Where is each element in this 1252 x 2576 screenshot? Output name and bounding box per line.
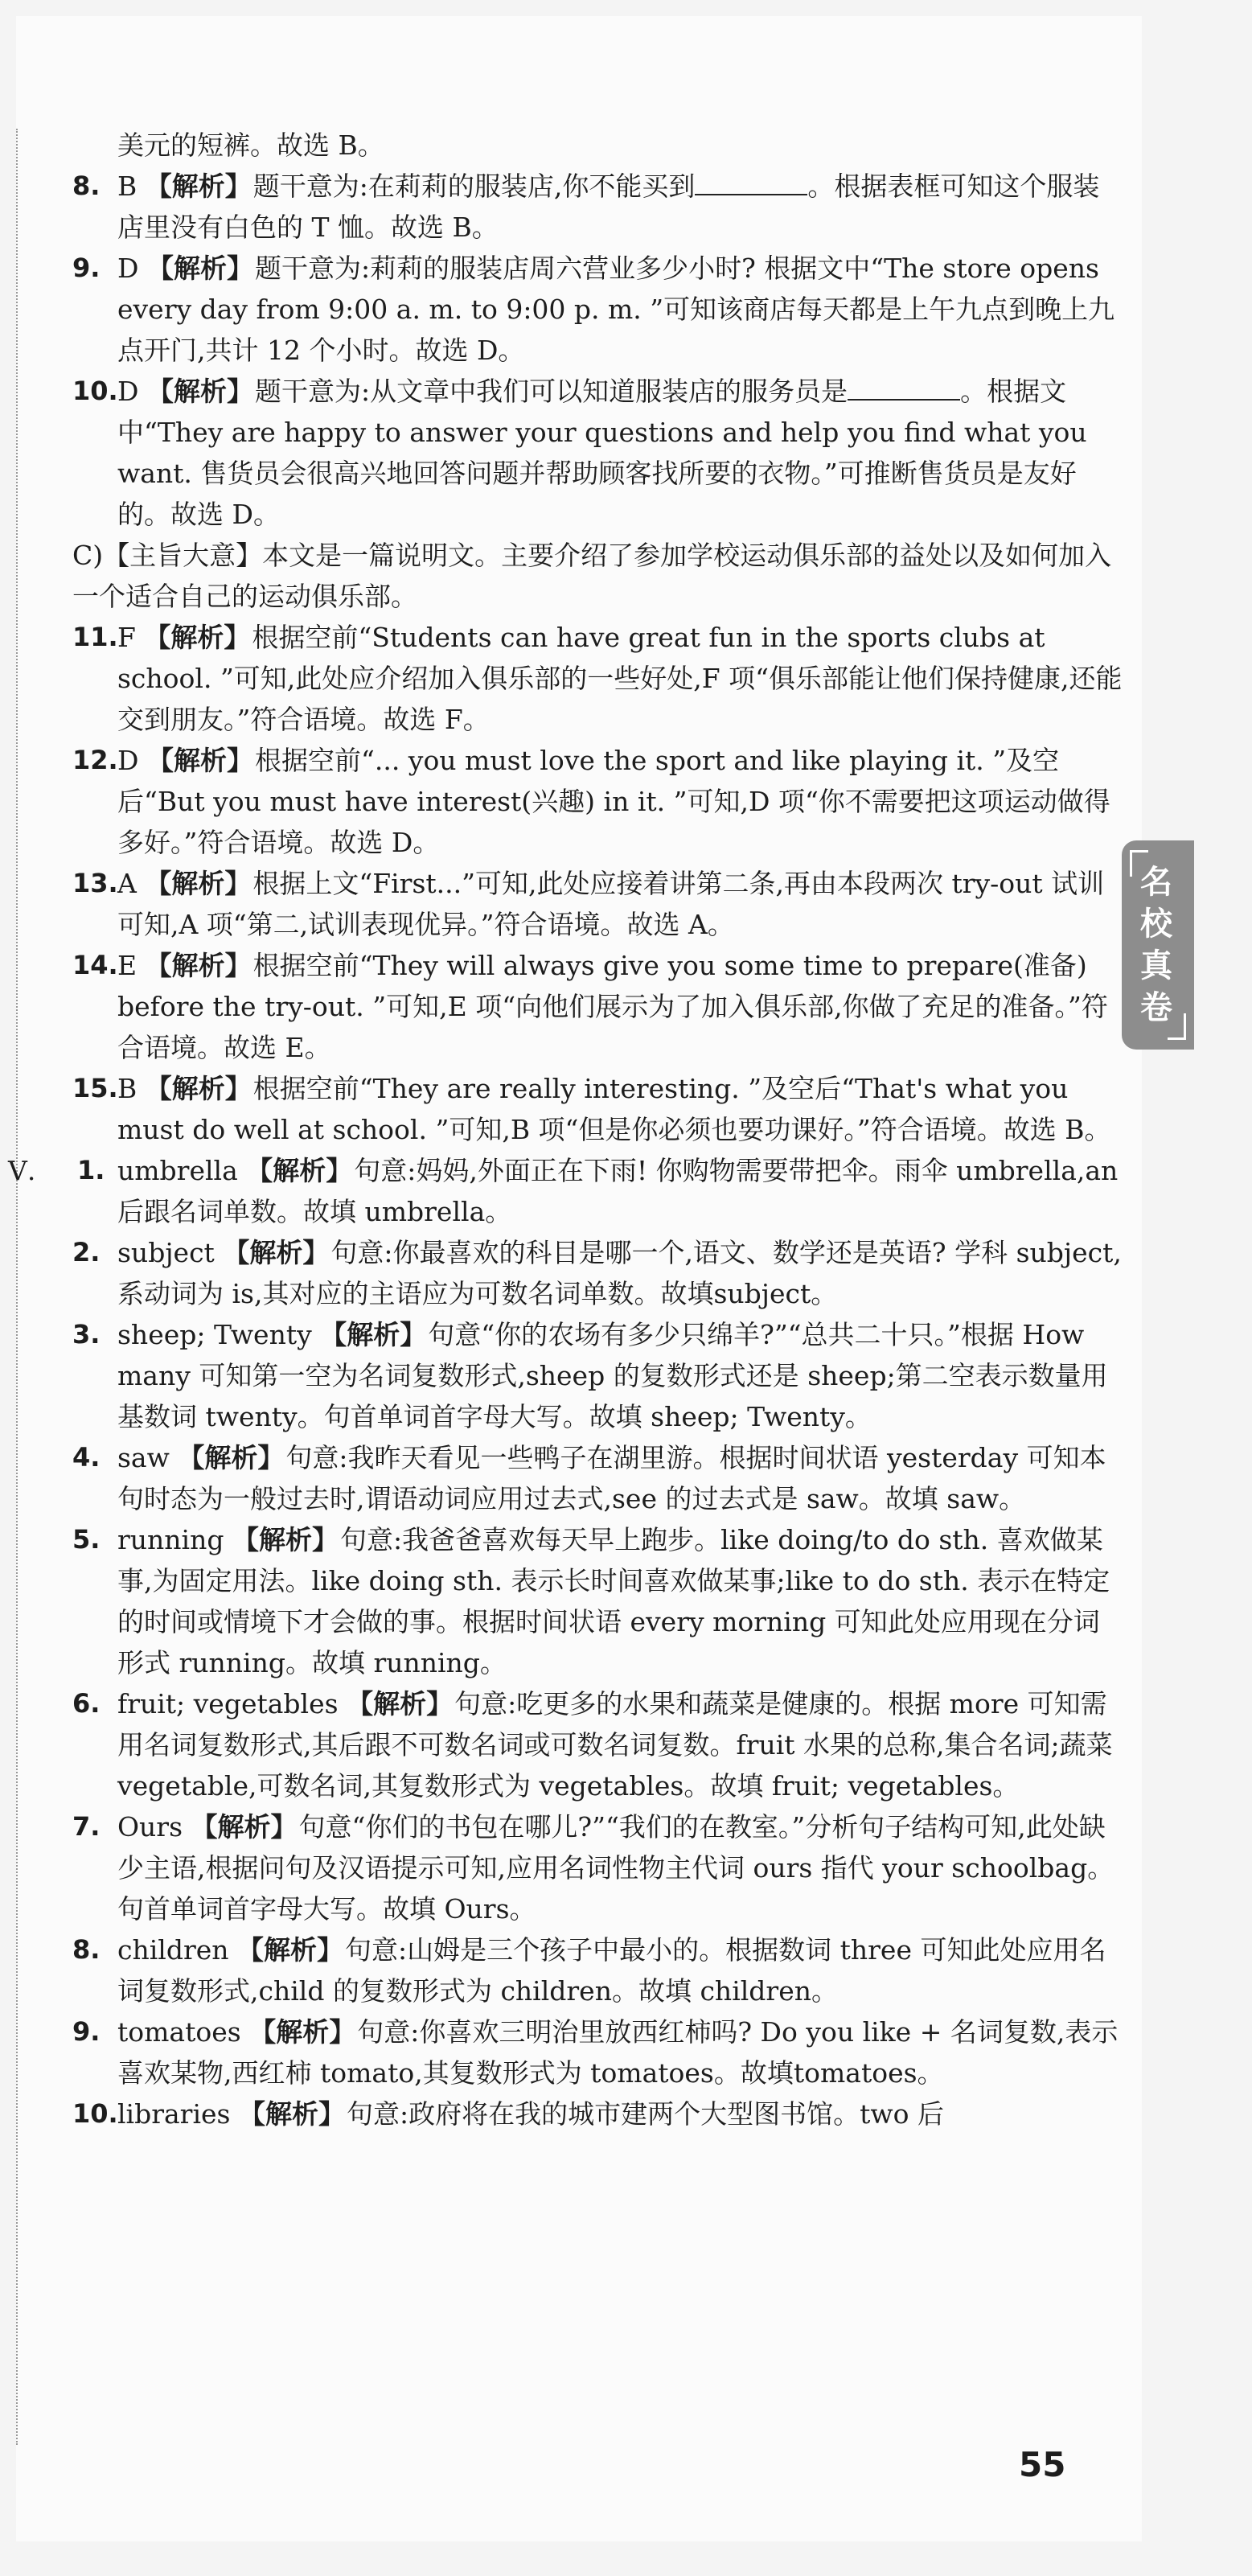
- analysis-text: 根据空前“They will always give you some time to prepare(准备) before the try-out. ”可知,E 项“向他们展示为了加入俱乐部,你做了充足的准备。”符合语境。故选 E。: [117, 950, 1108, 1063]
- analysis-tag: 【解析】: [237, 1934, 344, 1966]
- analysis-text-after: 。根据文中“They are happy to answer your questions and help you find what you want. 售货员会很高兴地回答问题并帮助顾客找所要的衣物。”可推断售货员是友好的。故选 D。: [117, 376, 1087, 530]
- answer-item: [72, 248, 1126, 371]
- analysis-tag: 【解析】: [238, 2098, 345, 2130]
- analysis-text: 句意:山姆是三个孩子中最小的。根据数词 three 可知此处应用名词复数形式,child 的复数形式为 children。故填 children。: [117, 1934, 1106, 2007]
- binding-margin-line: [16, 129, 19, 2445]
- item-number: 10.: [72, 2098, 118, 2129]
- analysis-tag: 【解析】: [145, 868, 252, 899]
- answer-key: sheep; Twenty: [117, 1319, 312, 1350]
- analysis-tag: 【解析】: [320, 1319, 427, 1350]
- item-number: 9.: [72, 2016, 101, 2047]
- page-number: 55: [1019, 2445, 1066, 2484]
- answer-key: D: [117, 745, 139, 776]
- answer-key: running: [117, 1524, 224, 1555]
- answer-key: F: [117, 622, 136, 653]
- answer-key: B: [117, 1073, 138, 1104]
- analysis-tag: 【解析】: [145, 1073, 252, 1104]
- item-number: 9.: [72, 253, 101, 283]
- side-tab-char: 名: [1140, 864, 1176, 901]
- tab-bracket-bottom: [1168, 1013, 1186, 1040]
- item-number: 10.: [72, 376, 118, 406]
- answer-key: Ours: [117, 1811, 183, 1843]
- answer-blank: [848, 375, 960, 401]
- answer-key: A: [117, 868, 137, 899]
- answer-key: B: [117, 171, 138, 202]
- item-number: 1.: [77, 1155, 105, 1185]
- answer-item: [72, 863, 1126, 945]
- analysis-tag: 【解析】: [249, 2016, 356, 2048]
- analysis-text: 题干意为:莉莉的服装店周六营业多少小时? 根据文中“The store opens every day from 9:00 a. m. to 9:00 p. m. ”可知该商店每天都是上午九点到晚上九点开门,共计 12 个小时。故选 D。: [117, 253, 1115, 366]
- answer-item: [72, 740, 1126, 863]
- analysis-text: 句意:政府将在我的城市建两个大型图书馆。two 后: [346, 2098, 944, 2130]
- analysis-tag: 【解析】: [178, 1442, 285, 1473]
- item-number: 5.: [72, 1524, 101, 1555]
- answer-item: [72, 1068, 1126, 1150]
- analysis-tag: 【解析】: [146, 376, 253, 407]
- answer-key: subject: [117, 1237, 215, 1268]
- analysis-tag: 【解析】: [246, 1155, 353, 1186]
- analysis-tag: 【解析】: [146, 253, 253, 284]
- answer-item: [72, 1232, 1126, 1314]
- answer-item: [72, 945, 1126, 1068]
- answer-item: [72, 2093, 1126, 2134]
- answer-item: [72, 1314, 1126, 1437]
- analysis-text: 题干意为:在莉莉的服装店,你不能买到: [252, 171, 696, 202]
- answer-item: [72, 2011, 1126, 2093]
- summary-text: C)【主旨大意】本文是一篇说明文。主要介绍了参加学校运动俱乐部的益处以及如何加入一个适合自己的运动俱乐部。: [72, 540, 1112, 612]
- side-tab-char: 校: [1140, 906, 1176, 943]
- analysis-tag: 【解析】: [191, 1811, 298, 1843]
- answer-key: E: [117, 950, 138, 981]
- analysis-text: 句意:我爸爸喜欢每天早上跑步。like doing/to do sth. 喜欢做某事,为固定用法。like doing sth. 表示长时间喜欢做某事;like to do sth. 表示在特定的时间或情境下才会做的事。根据时间状语 every morning 可知此处应用现在分词形式 running。故填 running。: [117, 1524, 1110, 1678]
- analysis-text: 句意:妈妈,外面正在下雨! 你购物需要带把伞。雨伞 umbrella,an 后跟名词单数。故填 umbrella。: [117, 1155, 1119, 1227]
- side-tab-char: 真: [1140, 947, 1176, 984]
- analysis-tag: 【解析】: [347, 1688, 454, 1719]
- answer-key: D: [117, 376, 139, 407]
- section-summary: [72, 535, 1126, 617]
- answer-item: [72, 1929, 1126, 2011]
- answer-item: [72, 617, 1126, 740]
- analysis-text: 根据空前“... you must love the sport and like playing it. ”及空后“But you must have interest(兴趣) in it. ”可知,D 项“你不需要把这项运动做得多好。”符合语境。故选 D。: [117, 745, 1110, 858]
- section-roman-numeral: Ⅴ.: [8, 1155, 36, 1186]
- item-number: 8.: [72, 171, 101, 201]
- answer-text: 美元的短裤。故选 B。: [117, 129, 384, 161]
- answer-key: fruit; vegetables: [117, 1688, 339, 1719]
- item-number: 14.: [72, 950, 118, 980]
- answer-key: tomatoes: [117, 2016, 241, 2048]
- item-number: 3.: [72, 1319, 101, 1350]
- analysis-tag: 【解析】: [144, 622, 251, 653]
- analysis-tag: 【解析】: [223, 1237, 330, 1268]
- analysis-tag: 【解析】: [145, 950, 252, 981]
- analysis-text: 根据空前“They are really interesting. ”及空后“That's what you must do well at school. ”可知,B 项“但是你必须也要功课好。”符合语境。故选 B。: [117, 1073, 1111, 1145]
- continuation-text: [72, 125, 1126, 166]
- item-number: 8.: [72, 1934, 101, 1965]
- answer-key: D: [117, 253, 139, 284]
- item-number: 6.: [72, 1688, 101, 1719]
- side-tab-char: 卷: [1140, 989, 1176, 1026]
- analysis-text: 根据上文“First...”可知,此处应接着讲第二条,再由本段两次 try-out 试训可知,A 项“第二,试训表现优异。”符合语境。故选 A。: [117, 868, 1105, 940]
- item-number: 15.: [72, 1073, 118, 1103]
- item-number: 4.: [72, 1442, 101, 1473]
- item-number: 11.: [72, 622, 118, 652]
- analysis-text: 句意:吃更多的水果和蔬菜是健康的。根据 more 可知需用名词复数形式,其后跟不可数名词或可数名词复数。fruit 水果的总称,集合名词;蔬菜 vegetable,可数名词,其复数形式为 vegetables。故填 fruit; vegetables。: [117, 1688, 1113, 1802]
- answer-page: [8, 16, 1142, 2541]
- answer-item: [72, 1806, 1126, 1929]
- analysis-text: 句意“你的农场有多少只绵羊?”“总共二十只。”根据 How many 可知第一空为名词复数形式,sheep 的复数形式还是 sheep;第二空表示数量用基数词 twenty。句首单词首字母大写。故填 sheep; Twenty。: [117, 1319, 1108, 1432]
- item-number: 7.: [72, 1811, 101, 1842]
- analysis-tag: 【解析】: [146, 745, 253, 776]
- item-number: 2.: [72, 1237, 101, 1267]
- answer-item: [72, 371, 1126, 535]
- answer-content: [8, 125, 1126, 2134]
- analysis-text: 题干意为:从文章中我们可以知道服装店的服务员是: [254, 376, 848, 407]
- side-tab-mingxiao-zhenjuan: [1122, 840, 1194, 1050]
- answer-key: libraries: [117, 2098, 231, 2130]
- analysis-tag: 【解析】: [145, 171, 252, 202]
- answer-key: saw: [117, 1442, 170, 1473]
- answer-item: [72, 1683, 1126, 1806]
- answer-item: [72, 1519, 1126, 1683]
- answer-key: children: [117, 1934, 229, 1966]
- analysis-text: 句意:我昨天看见一些鸭子在湖里游。根据时间状语 yesterday 可知本句时态为一般过去时,谓语动词应用过去式,see 的过去式是 saw。故填 saw。: [117, 1442, 1106, 1514]
- analysis-text: 根据空前“Students can have great fun in the sports clubs at school. ”可知,此处应介绍加入俱乐部的一些好处,F 项“俱乐部能让他们保持健康,还能交到朋友。”符合语境。故选 F。: [117, 622, 1123, 735]
- analysis-tag: 【解析】: [232, 1524, 339, 1555]
- answer-key: umbrella: [117, 1155, 238, 1186]
- analysis-text: 句意:你喜欢三明治里放西红柿吗? Do you like + 名词复数,表示喜欢某物,西红柿 tomato,其复数形式为 tomatoes。故填tomatoes。: [117, 2016, 1119, 2089]
- answer-item: [8, 1150, 1126, 1232]
- analysis-text-after: 。根据表框可知这个服装店里没有白色的 T 恤。故选 B。: [117, 171, 1100, 243]
- answer-blank: [695, 170, 807, 195]
- analysis-text: 句意“你们的书包在哪儿?”“我们的在教室。”分析句子结构可知,此处缺少主语,根据问句及汉语提示可知,应用名词性物主代词 ours 指代 your schoolbag。句首单词首字母大写。故填 Ours。: [117, 1811, 1114, 1925]
- item-number: 13.: [72, 868, 118, 898]
- item-number: 12.: [72, 745, 118, 775]
- answer-item: [72, 1437, 1126, 1519]
- tab-bracket-top: [1130, 850, 1148, 877]
- answer-item: [72, 166, 1126, 248]
- analysis-text: 句意:你最喜欢的科目是哪一个,语文、数学还是英语? 学科 subject,系动词为 is,其对应的主语应为可数名词单数。故填subject。: [117, 1237, 1122, 1309]
